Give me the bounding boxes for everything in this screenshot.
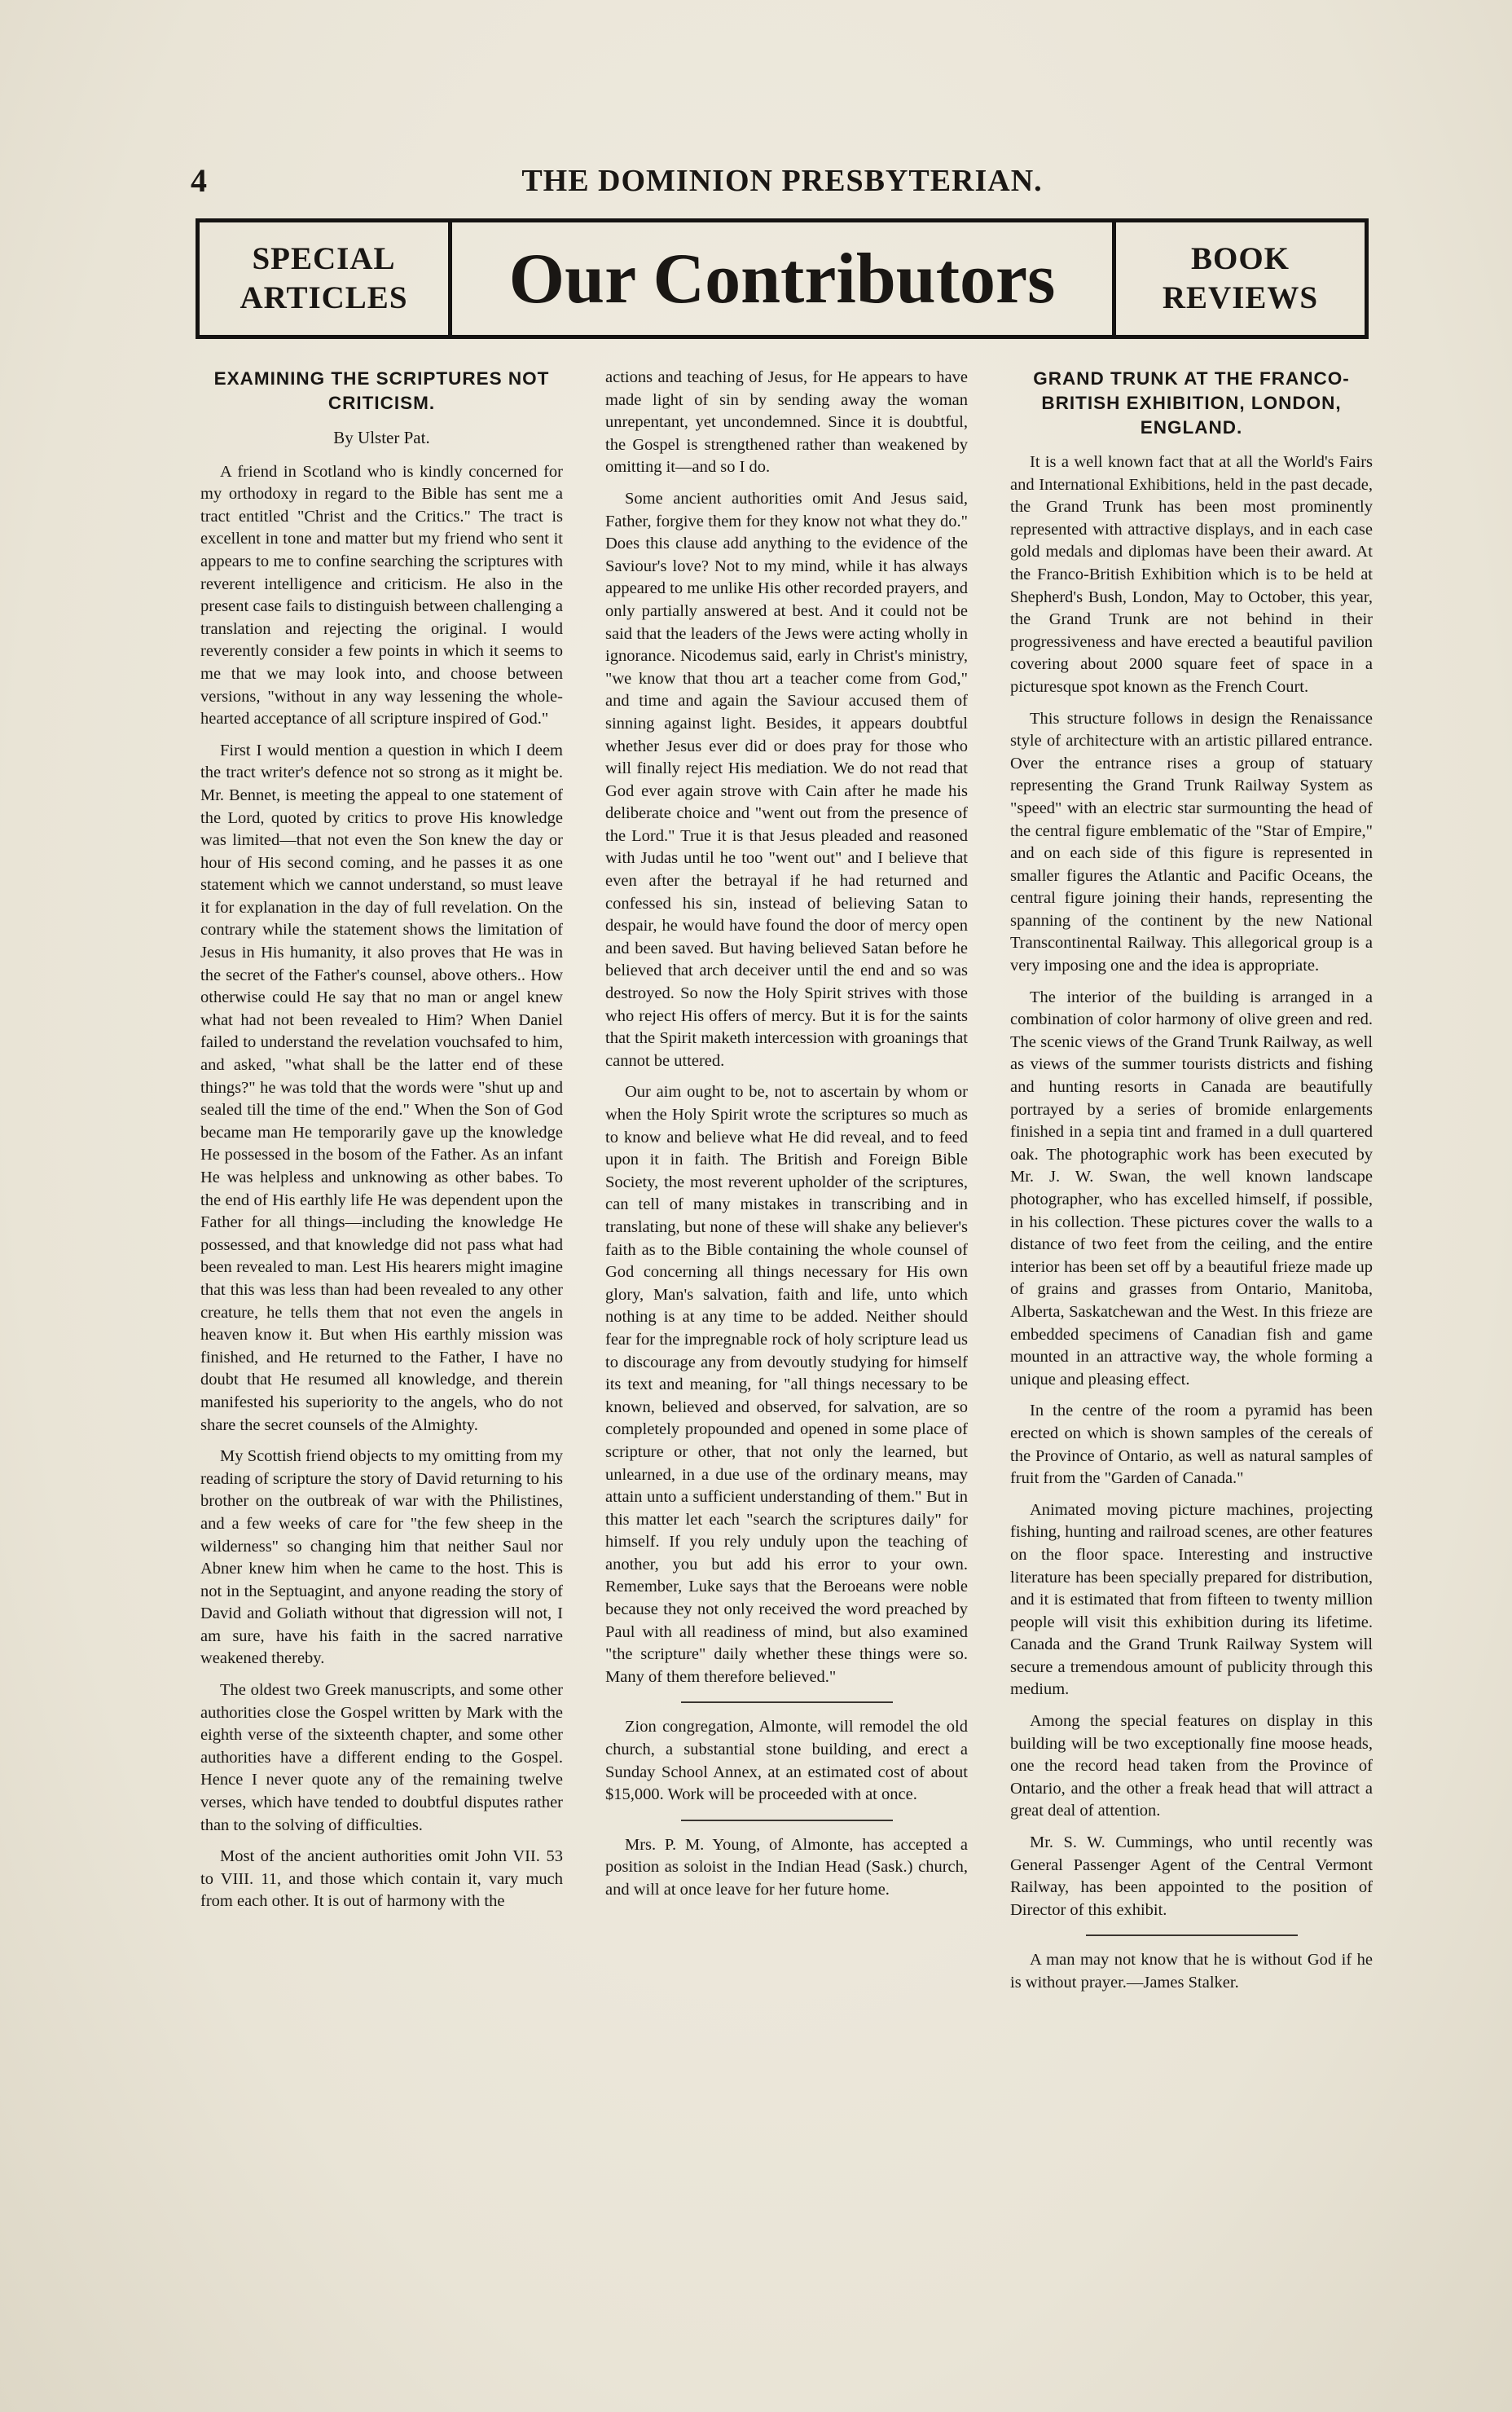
divider	[1086, 1934, 1298, 1936]
article-paragraph: Among the special features on display in this building will be two exceptionally fine moose heads, one the record head taken from the Province of Ontario, and the other a freak head that will attract a great deal of attention.	[1010, 1712, 1373, 1820]
article-paragraph: actions and teaching of Jesus, for He appears to have made light of sin by sending away the woman unrepentant, yet uncondemned. Since it is doubtful, the Gospel is strengthened rather than weakened by omitting it—and so I do.	[605, 368, 968, 477]
column-1	[200, 367, 563, 2290]
article-paragraph: The interior of the building is arranged in a combination of color harmony of olive green and red. The scenic views of the Grand Trunk Railway, as well as views of the summer tourists districts and fishing and hunting resorts in Canada are beautifully portrayed by a series of bromide enlargements finished in a sepia tint and framed in a dull quartered oak. The photographic work has been executed by Mr. J. W. Swan, the well known landscape photographer, who has excelled himself, if possible, in his collection. These pictures cover the walls to a distance of two feet from the ceiling, and the entire interior has been set off by a beautiful frieze made up of grains and grasses from Ontario, Manitoba, Alberta, Saskatchewan and the West. In this frieze are embedded specimens of Canadian fish and game mounted in an attractive way, the whole forming a unique and pleasing effect.	[1010, 988, 1373, 1389]
article-headline: EXAMINING THE SCRIPTURES NOT CRITICISM.	[213, 368, 550, 413]
article-paragraph: Our aim ought to be, not to ascertain by whom or when the Holy Spirit wrote the scriptures so much as to know and believe what He did reveal, and to feed upon it in faith. The British and Foreign Bible Society, the most reverent upholder of the scriptures, can tell of many mistakes in transcribing and in translating, but none of these will shake any believer's faith as to the Bible containing the whole counsel of God concerning all things necessary for His own glory, Man's salvation, faith and life, unto which nothing is at any time to be added. Neither should fear for the impregnable rock of holy scripture lead us to discourage any from devoutly studying for himself its text and meaning, for "all things necessary to be known, believed and observed, for salvation, are so completely propounded and opened in some place of scripture or other, that not only the learned, but unlearned, in a due use of the ordinary means, may attain unto a sufficient understanding of them." But in this matter let each "search the scriptures daily" for himself. If you rely unduly upon the teaching of another, you but add his error to your own. Remember, Luke says that the Beroeans were noble because they not only received the word preached by Paul with all readiness of mind, but also examined "the scripture" daily whether these things were so. Many of them therefore believed."	[605, 1083, 968, 1686]
divider	[681, 1701, 893, 1703]
article-paragraph: Most of the ancient authorities omit John VII. 53 to VIII. 11, and those which contain it, vary much from each other. It is out of harmony with the	[200, 1847, 563, 1911]
masthead-left-line2: ARTICLES	[240, 280, 408, 315]
news-note: Zion congregation, Almonte, will remodel the old church, a substantial stone building, and erect a Sunday School Annex, at an estimated cost of about $15,000. Work will be proceeded with at once.	[605, 1718, 968, 1804]
divider	[681, 1820, 893, 1821]
masthead-book-reviews	[1112, 222, 1365, 335]
masthead-right-line2: REVIEWS	[1162, 280, 1319, 315]
article-paragraph: A friend in Scotland who is kindly concerned for my orthodoxy in regard to the Bible has sent me a tract entitled "Christ and the Critics." The tract is excellent in tone and matter but my friend who sent it appears to me to confine searching the scriptures with reverent intelligence and criticism. He also in the present case fails to distinguish between challenging a translation and rejecting the original. I would reverently consider a few points in which it seems to me that we may look into, and choose between versions, "without in any way lessening the whole-hearted acceptance of all scripture inspired of God."	[200, 462, 563, 728]
article-columns	[200, 367, 1374, 2290]
article-paragraph: In the centre of the room a pyramid has been erected on which is shown samples of the cereals of the Province of Ontario, as well as natural samples of fruit from the "Garden of Canada."	[1010, 1402, 1373, 1488]
masthead-right-line1: BOOK	[1190, 241, 1290, 276]
article-headline: GRAND TRUNK AT THE FRANCO-BRITISH EXHIBITION, LONDON, ENGLAND.	[1033, 368, 1350, 438]
page-number: 4	[191, 162, 207, 199]
news-note: Mrs. P. M. Young, of Almonte, has accepted a position as soloist in the Indian Head (Sask.) church, and will at once leave for her future home.	[605, 1835, 968, 1899]
article-paragraph: This structure follows in design the Renaissance style of architecture with an artistic pillared entrance. Over the entrance rises a group of statuary representing the Grand Trunk Railway System as "speed" with an electric star surmounting the head of the central figure emblematic of the "Star of Empire," and on each side of this figure is represented in smaller figures the Atlantic and Pacific Oceans, the central figure joining their hands, representing the spanning of the continent by the new National Transcontinental Railway. This allegorical group is a very imposing one and the idea is appropriate.	[1010, 709, 1373, 975]
article-byline: By Ulster Pat.	[333, 428, 430, 447]
column-3	[1010, 367, 1373, 2290]
article-paragraph: It is a well known fact that at all the World's Fairs and International Exhibitions, held in the past decade, the Grand Trunk has been most prominently represented with attractive displays, and in each case gold medals and diplomas have been their award. At the Franco-British Exhibition which is to be held at Shepherd's Bush, London, May to October, this year, the Grand Trunk are not behind in their progressiveness and have erected a beautiful pavilion covering about 2000 square feet of space in a picturesque spot known as the French Court.	[1010, 453, 1373, 696]
article-paragraph: Some ancient authorities omit And Jesus said, Father, forgive them for they know not what they do." Does this clause add anything to the evidence of the Saviour's love? Not to my mind, while it has always appeared to me unlike His other recorded prayers, and only partially answered at best. And it could not be said that the leaders of the Jews were acting wholly in ignorance. Nicodemus said, early in Christ's ministry, "we know that thou art a teacher come from God," and time and again the Saviour accused them of sinning against light. Besides, it appears doubtful whether Jesus ever did or does pray for those who will finally reject His mediation. We do not read that God ever again strove with Cain after he made his deliberate choice and "went out from the presence of the Lord." True it is that Jesus pleaded and reasoned with Judas until he too "went out" and I believe that even after the betrayal if he had returned and confessed his sin, instead of believing Satan to despair, he would have found the door of mercy open and been saved. But having believed Satan before he believed that arch deceiver until the end and so was destroyed. So now the Holy Spirit strives with those who reject His offers of mercy. But it is for the saints that the Spirit maketh intercession with groanings that cannot be uttered.	[605, 489, 968, 1070]
quotation: A man may not know that he is without God if he is without prayer.—James Stalker.	[1010, 1951, 1373, 1992]
section-masthead	[196, 218, 1369, 339]
article-paragraph: First I would mention a question in which I deem the tract writer's defence not so strong as it might be. Mr. Bennet, is meeting the appeal to one statement of the Lord, quoted by critics to prove His knowledge was limited—that not even the Son knew the day or hour of His second coming, and he passes it as one statement which we cannot understand, so must leave it for explanation in the day of full revelation. On the contrary while the statement shows the limitation of Jesus in His humanity, it also proves that He was in the secret of the Father's counsel, above others.. How otherwise could He say that no man or angel knew what had not been revealed to Him? When Daniel failed to understand the revelation vouchsafed to him, and asked, "what shall be the latter end of these things?" he was told that the words were "shut up and sealed till the time of the end." When the Son of God became man He temporarily gave up the knowledge He possessed in the bosom of the Father. As an infant He was helpless and unknowing as other babes. To the end of His earthly life He was dependent upon the Father for all things—including the knowledge He possessed, and that knowledge did not pass what had been revealed to man. Lest His hearers might imagine that this was less than had been revealed to any other creature, he tells them that not even the angels in heaven know it. But when His earthly mission was finished, and He returned to the Father, I have no doubt that He resumed all knowledge, and therein manifested his superiority to the angels, who do not share the secret counsels of the Almighty.	[200, 741, 563, 1434]
running-head: THE DOMINION PRESBYTERIAN.	[521, 164, 1043, 198]
masthead-title: Our Contributors	[508, 239, 1056, 319]
article-paragraph: Mr. S. W. Cummings, who until recently was General Passenger Agent of the Central Vermont Railway, has been appointed to the position of Director of this exhibit.	[1010, 1833, 1373, 1919]
article-paragraph: My Scottish friend objects to my omitting from my reading of scripture the story of David returning to his brother on the outbreak of war with the Philistines, and a few weeks of care for "the few sheep in the wilderness" so changing him that neither Saul nor Abner knew him when he came to the host. This is not in the Septuagint, and anyone reading the story of David and Goliath without that digression will not, I am sure, have his faith in the sacred narrative weakened thereby.	[200, 1447, 563, 1668]
masthead-left-line1: SPECIAL	[252, 241, 396, 276]
column-2	[605, 367, 968, 2290]
article-paragraph: Animated moving picture machines, projecting fishing, hunting and railroad scenes, are other features on the floor space. Interesting and instructive literature has been specially prepared for distribution, and it is estimated that from fifteen to twenty million people will visit this exhibition during its lifetime. Canada and the Grand Trunk Railway System will secure a tremendous amount of publicity through this medium.	[1010, 1500, 1373, 1699]
article-paragraph: The oldest two Greek manuscripts, and some other authorities close the Gospel written by Mark with the eighth verse of the sixteenth chapter, and some other authorities have a different ending to the Gospel. Hence I never quote any of the remaining twelve verses, which have tended to doubtful disputes rather than to the solving of difficulties.	[200, 1681, 563, 1834]
masthead-special-articles	[200, 222, 452, 335]
